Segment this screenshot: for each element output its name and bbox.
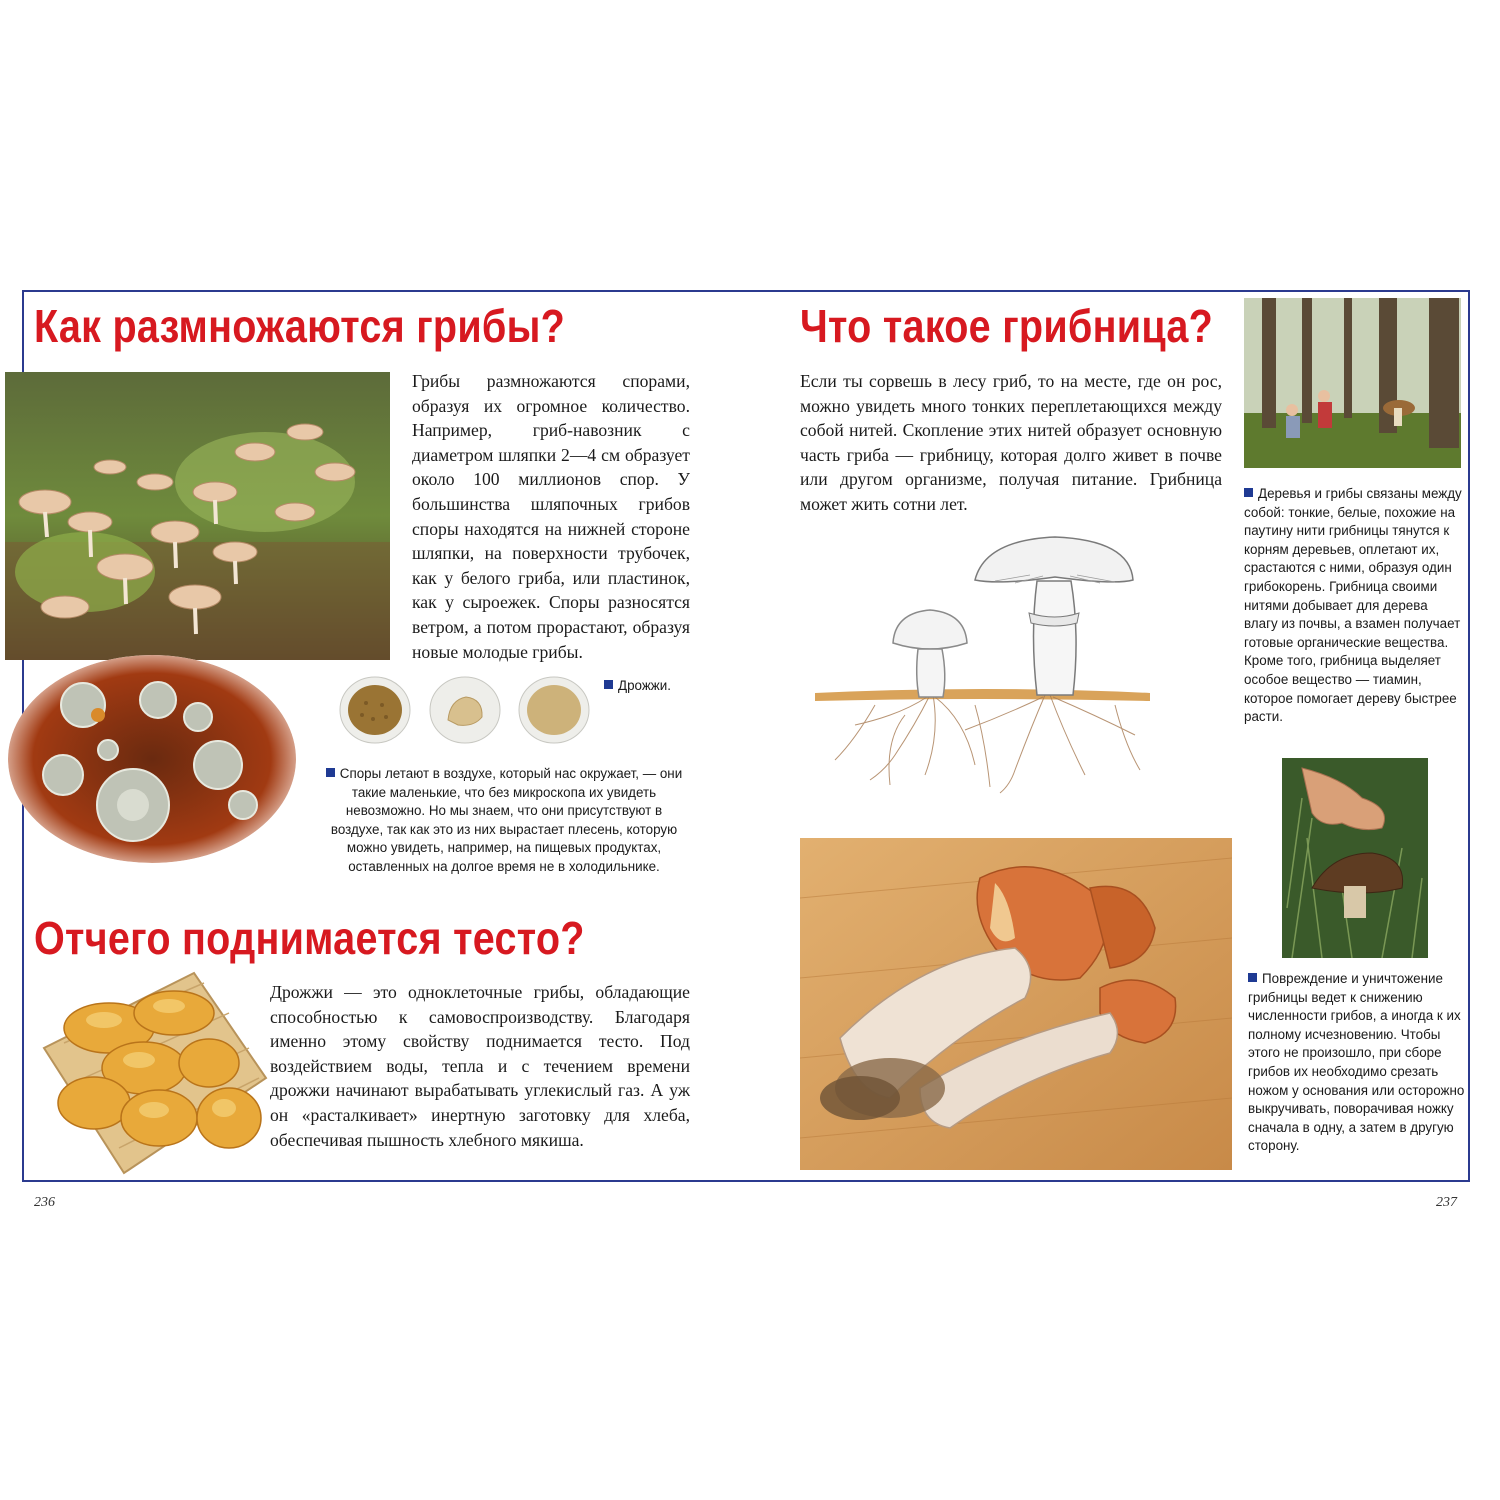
caption-spores: Споры летают в воздухе, который нас окружает, — они такие маленькие, что без микроскопа их увидеть невозможно. Но мы знаем, что они присутствуют в воздухе, так как это из них вырастает плесень, которую можно увидеть, например, на пищевых продуктах, оставленных на долгое время не в холодильнике. bbox=[318, 765, 690, 877]
photo-yeast-powder bbox=[517, 675, 591, 745]
photo-bread-basket bbox=[34, 968, 272, 1178]
bullet-square-icon bbox=[326, 768, 335, 777]
photo-forest-people bbox=[1244, 298, 1461, 468]
body-what-is-mycelium: Если ты сорвешь в лесу гриб, то на месте, где он рос, можно увидеть много тонких переплетающихся между собой нитей. Скопление этих нитей образует основную часть гриба — грибницу, которая долго живет в почве или другом организме, получая питание. Грибница может жить сотни лет. bbox=[800, 371, 1222, 514]
photo-boletus-mushrooms bbox=[800, 838, 1232, 1170]
photo-yeast-pressed bbox=[428, 675, 502, 745]
caption-yeast: Дрожжи. bbox=[604, 677, 671, 696]
photo-hand-mushroom bbox=[1282, 758, 1428, 958]
photo-forest-mushrooms bbox=[5, 372, 390, 660]
page-number-right: 237 bbox=[1436, 1195, 1457, 1210]
title-how-mushrooms-reproduce: Как размножаются грибы? bbox=[34, 300, 566, 352]
photo-yeast-granules bbox=[338, 675, 412, 745]
illustration-mushroom-mycelium bbox=[815, 525, 1150, 800]
title-why-dough-rises: Отчего поднимается тесто? bbox=[34, 912, 585, 964]
bullet-square-icon bbox=[1244, 488, 1253, 497]
caption-trees-and-mushrooms: Деревья и грибы связаны между собой: тонкие, белые, похожие на паутину нити грибницы тянутся к корням деревьев, оплетают их, срастаются с ними, образуя один грибокорень. Грибница своими нитями добывает для дерева влагу из почвы, а взамен получает готовые органические вещества. Кроме того, грибница выделяет особое вещество — тиамин, которое помогает дереву быстрее расти. bbox=[1244, 486, 1462, 725]
body-why-dough-rises: Дрожжи — это одноклеточные грибы, обладающие способностью к самовоспроизводству. Благодаря именно этому свойству поднимается тесто. Под воздействием воды, тепла и с течением времени дрожжи начинают вырабатывать углекислый газ. А уж он «расталкивает» инертную заготовку для хлеба, обеспечивая пышность хлебного мякиша. bbox=[270, 982, 690, 1150]
body-how-mushrooms-reproduce: Грибы размножаются спорами, образуя их огромное количество. Например, гриб-навозник с диаметром шляпки 2—4 см образует около 100 миллионов спор. У большинства шляпочных грибов споры находятся на нижней стороне шляпки, на поверхности трубочек, как у белого гриба, или пластинок, как у сыроежек. Споры разносятся ветром, а потом прорастают, образуя новые молодые грибы. bbox=[412, 371, 690, 662]
photo-mold-petri-dish bbox=[8, 655, 296, 863]
caption-mycelium-damage: Повреждение и уничтожение грибницы ведет к снижению численности грибов, а иногда к их полному исчезновению. Чтобы этого не произошло, при сборе грибов их необходимо срезать ножом у основания или осторожно выкручивать, поворачивая ножку сначала в одну, а затем в другую сторону. bbox=[1248, 971, 1465, 1154]
bullet-square-icon bbox=[604, 680, 613, 689]
page-number-left: 236 bbox=[34, 1195, 55, 1210]
bullet-square-icon bbox=[1248, 973, 1257, 982]
title-what-is-mycelium: Что такое грибница? bbox=[800, 300, 1214, 352]
